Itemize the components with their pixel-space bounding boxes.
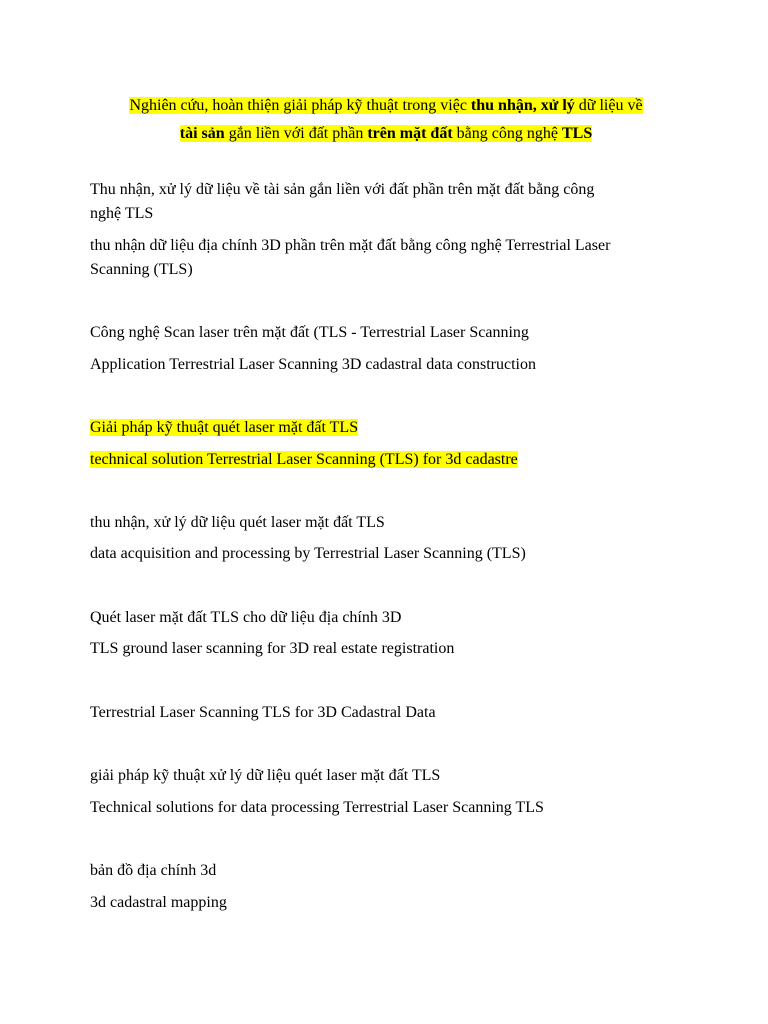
title-text: bằng công nghệ [452,125,562,142]
paragraph-line: Application Terrestrial Laser Scanning 3D cadastral data construction [90,356,536,373]
paragraph-line: nghệ TLS [90,205,154,222]
paragraph-line: thu nhận dữ liệu địa chính 3D phần trên mặt đất bằng công nghệ Terrestrial Laser [90,237,611,254]
paragraph-line: giải pháp kỹ thuật xử lý dữ liệu quét laser mặt đất TLS [90,767,441,784]
title-line-2 [180,125,592,142]
paragraph-line: thu nhận, xử lý dữ liệu quét laser mặt đất TLS [90,514,385,531]
highlighted-line [90,416,690,440]
paragraph-line: Công nghệ Scan laser trên mặt đất (TLS - Terrestrial Laser Scanning [90,324,529,341]
highlighted-text: technical solution Terrestrial Laser Scanning (TLS) for 3d cadastre [90,451,518,468]
paragraph-line: data acquisition and processing by Terrestrial Laser Scanning (TLS) [90,545,526,562]
paragraph-line: 3d cadastral mapping [90,894,227,911]
paragraph-line: Scanning (TLS) [90,261,193,278]
title-bold-text: TLS [561,125,593,142]
title-bold-text: tài sản [179,125,225,142]
title-line-1 [129,97,642,114]
title-text: dữ liệu về [574,97,643,114]
paragraph-line: TLS ground laser scanning for 3D real estate registration [90,640,455,657]
paragraph-line: Terrestrial Laser Scanning TLS for 3D Cadastral Data [90,704,436,721]
paragraph-line: bản đồ địa chính 3d [90,862,217,879]
paragraph-line: Technical solutions for data processing Terrestrial Laser Scanning TLS [90,799,544,816]
title-bold-text: trên mặt đất [367,125,453,142]
title-text: gắn liền với đất phần [224,125,368,142]
title-text: Nghiên cứu, hoàn thiện giải pháp kỹ thuật trong việc [129,97,471,114]
title-bold-text: thu nhận, xử lý [470,97,575,114]
highlighted-line [90,448,690,472]
highlighted-text: Giải pháp kỹ thuật quét laser mặt đất TLS [90,419,359,436]
document-title [90,92,682,148]
paragraph-line: Thu nhận, xử lý dữ liệu về tài sản gắn liền với đất phần trên mặt đất bằng công [90,181,595,198]
paragraph-line: Quét laser mặt đất TLS cho dữ liệu địa chính 3D [90,609,402,626]
